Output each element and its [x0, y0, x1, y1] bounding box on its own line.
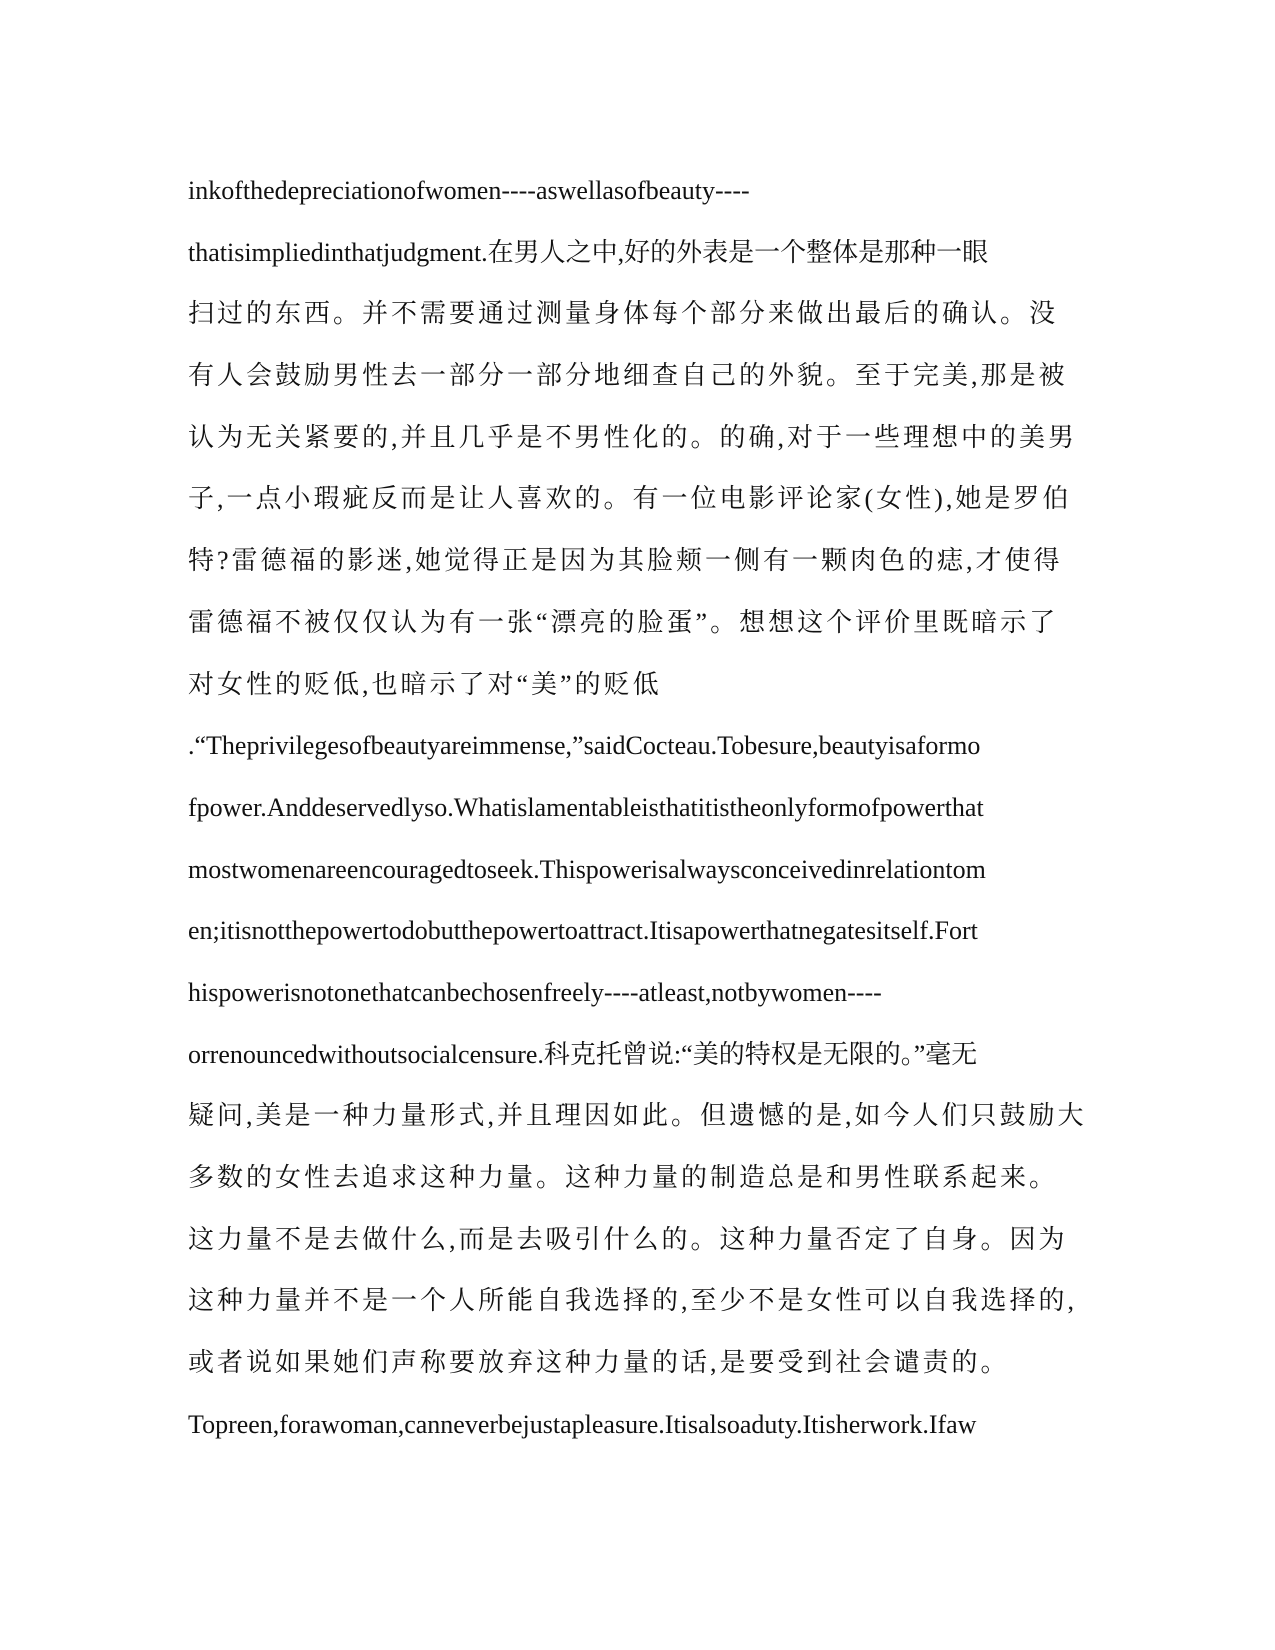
text-line: en;itisnotthepowertodobutthepowertoattract.Itisapowerthatnegatesitself.Fort: [188, 916, 978, 946]
text-line: thatisimpliedinthatjudgment.在男人之中,好的外表是一个整体是那种一眼: [188, 237, 989, 267]
text-line: 多数的女性去追求这种力量。这种力量的制造总是和男性联系起来。: [188, 1163, 1059, 1192]
text-line: orrenouncedwithoutsocialcensure.科克托曾说:“美的特权是无限的。”毫无: [188, 1039, 978, 1069]
text-line: 或者说如果她们声称要放弃这种力量的话,是要受到社会谴责的。: [188, 1348, 1010, 1378]
text-line: 子,一点小瑕疵反而是让人喜欢的。有一位电影评论家(女性),她是罗伯: [188, 484, 1072, 514]
text-line: inkofthedepreciationofwomen----aswellasofbeauty----: [188, 176, 750, 205]
text-line: 特?雷德福的影迷,她觉得正是因为其脸颊一侧有一颗肉色的痣,才使得: [188, 546, 1063, 576]
text-line: 认为无关紧要的,并且几乎是不男性化的。的确,对于一些理想中的美男: [188, 422, 1078, 452]
text-line: mostwomenareencouragedtoseek.Thispowerisalwaysconceivedinrelationtom: [188, 854, 986, 884]
body-text: [188, 160, 1088, 1455]
text-line: fpower.Anddeservedlyso.Whatislamentableisthatitistheonlyformofpowerthat: [188, 792, 984, 822]
text-line: hispowerisnotonethatcanbechosenfreely----atleast,notbywomen----: [188, 977, 882, 1007]
text-line: Topreen,forawoman,canneverbejustapleasure.Itisalsoaduty.Itisherwork.Ifaw: [188, 1409, 977, 1439]
text-line: 这种力量并不是一个人所能自我选择的,至少不是女性可以自我选择的,: [188, 1286, 1078, 1316]
text-line: 有人会鼓励男性去一部分一部分地细查自己的外貌。至于完美,那是被: [188, 361, 1068, 391]
text-line: 扫过的东西。并不需要通过测量身体每个部分来做出最后的确认。没: [188, 299, 1059, 329]
text-line: 雷德福不被仅仅认为有一张“漂亮的脸蛋”。想想这个评价里既暗示了: [188, 607, 1059, 637]
text-line: 对女性的贬低,也暗示了对“美”的贬低: [188, 669, 662, 699]
text-line: 疑问,美是一种力量形式,并且理因如此。但遗憾的是,如今人们只鼓励大: [188, 1101, 1087, 1131]
text-line: 这力量不是去做什么,而是去吸引什么的。这种力量否定了自身。因为: [188, 1224, 1068, 1254]
text-line: .“Theprivilegesofbeautyareimmense,”saidCocteau.Tobesure,beautyisaformo: [188, 731, 981, 761]
